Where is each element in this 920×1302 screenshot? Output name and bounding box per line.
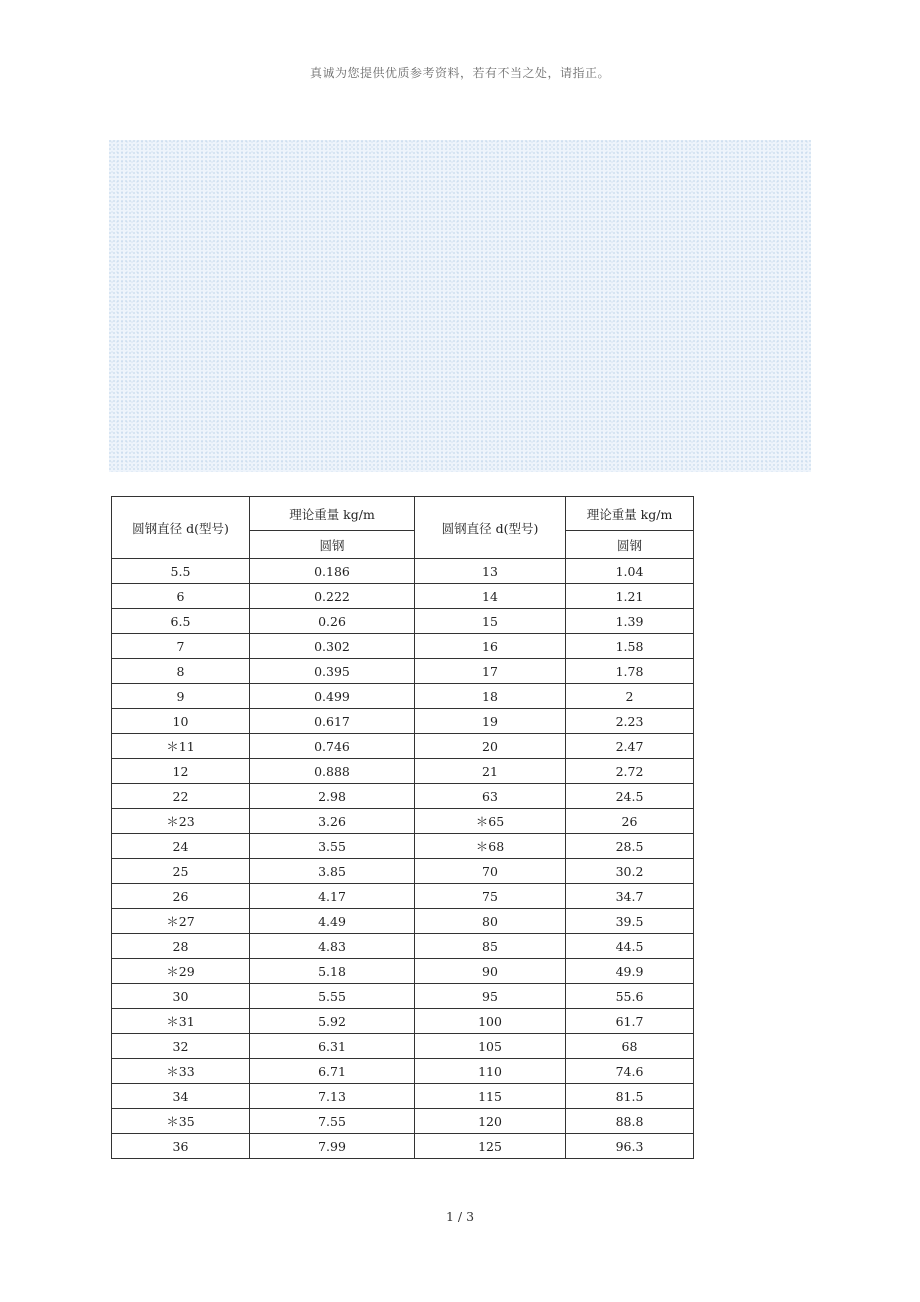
table-cell: 21 xyxy=(415,759,566,784)
table-cell: 2.23 xyxy=(566,709,694,734)
table-row xyxy=(112,709,694,734)
table-cell: 6 xyxy=(112,584,250,609)
col1-header: 圆钢直径 d(型号) xyxy=(112,497,250,559)
table-cell: 0.888 xyxy=(250,759,415,784)
table-cell: 120 xyxy=(415,1109,566,1134)
table-cell: 70 xyxy=(415,859,566,884)
table-cell: ＊31 xyxy=(112,1009,250,1034)
table-cell: 61.7 xyxy=(566,1009,694,1034)
table-cell: 115 xyxy=(415,1084,566,1109)
table-row xyxy=(112,1134,694,1159)
table-cell: 26 xyxy=(112,884,250,909)
table-cell: 0.186 xyxy=(250,559,415,584)
table-cell: 5.5 xyxy=(112,559,250,584)
table-row xyxy=(112,1059,694,1084)
table-cell: 0.746 xyxy=(250,734,415,759)
table-row xyxy=(112,1109,694,1134)
table-cell: 1.78 xyxy=(566,659,694,684)
col4-header: 理论重量 kg/m xyxy=(566,497,694,531)
table-cell: 68 xyxy=(566,1034,694,1059)
table-cell: 3.85 xyxy=(250,859,415,884)
table-cell: 4.83 xyxy=(250,934,415,959)
table-cell: 88.8 xyxy=(566,1109,694,1134)
table-cell: 36 xyxy=(112,1134,250,1159)
table-cell: 25 xyxy=(112,859,250,884)
table-cell: 0.26 xyxy=(250,609,415,634)
table-cell: 2.72 xyxy=(566,759,694,784)
table-cell: 3.55 xyxy=(250,834,415,859)
col4-subheader: 圆钢 xyxy=(566,531,694,559)
table-cell: ＊35 xyxy=(112,1109,250,1134)
table-row xyxy=(112,659,694,684)
table-cell: 30.2 xyxy=(566,859,694,884)
table-cell: 28.5 xyxy=(566,834,694,859)
table-cell: ＊23 xyxy=(112,809,250,834)
table-row xyxy=(112,784,694,809)
table-cell: 105 xyxy=(415,1034,566,1059)
table-row xyxy=(112,934,694,959)
table-cell: 85 xyxy=(415,934,566,959)
table-cell: 1.04 xyxy=(566,559,694,584)
table-cell: 10 xyxy=(112,709,250,734)
table-cell: 3.26 xyxy=(250,809,415,834)
table-header-row xyxy=(112,497,694,531)
table-row xyxy=(112,559,694,584)
table-cell: 14 xyxy=(415,584,566,609)
table-cell: 15 xyxy=(415,609,566,634)
table-cell: 1.21 xyxy=(566,584,694,609)
col3-header: 圆钢直径 d(型号) xyxy=(415,497,566,559)
table-cell: 17 xyxy=(415,659,566,684)
image-placeholder xyxy=(109,140,811,472)
table-row xyxy=(112,859,694,884)
table-cell: 13 xyxy=(415,559,566,584)
table-cell: ＊29 xyxy=(112,959,250,984)
table-cell: ＊27 xyxy=(112,909,250,934)
table-cell: 75 xyxy=(415,884,566,909)
table-row xyxy=(112,959,694,984)
table-cell: 24 xyxy=(112,834,250,859)
table-cell: 7.99 xyxy=(250,1134,415,1159)
table-row xyxy=(112,759,694,784)
table-cell: 19 xyxy=(415,709,566,734)
table-cell: 96.3 xyxy=(566,1134,694,1159)
table-cell: 55.6 xyxy=(566,984,694,1009)
table-cell: 125 xyxy=(415,1134,566,1159)
table-cell: 9 xyxy=(112,684,250,709)
table-cell: ＊68 xyxy=(415,834,566,859)
table-cell: 32 xyxy=(112,1034,250,1059)
table-cell: 4.17 xyxy=(250,884,415,909)
table-cell: 2 xyxy=(566,684,694,709)
table-row xyxy=(112,634,694,659)
table-cell: 100 xyxy=(415,1009,566,1034)
table-cell: 0.395 xyxy=(250,659,415,684)
table-cell: 110 xyxy=(415,1059,566,1084)
col2-header: 理论重量 kg/m xyxy=(250,497,415,531)
table-row xyxy=(112,1009,694,1034)
table-cell: 5.55 xyxy=(250,984,415,1009)
table-cell: 6.31 xyxy=(250,1034,415,1059)
table-cell: 22 xyxy=(112,784,250,809)
table-cell: 34.7 xyxy=(566,884,694,909)
table-cell: 18 xyxy=(415,684,566,709)
table-row xyxy=(112,834,694,859)
table-row xyxy=(112,909,694,934)
table-cell: 49.9 xyxy=(566,959,694,984)
table-cell: 1.39 xyxy=(566,609,694,634)
table-row xyxy=(112,1034,694,1059)
table-cell: 2.98 xyxy=(250,784,415,809)
table-cell: 63 xyxy=(415,784,566,809)
table-cell: ＊33 xyxy=(112,1059,250,1084)
table-cell: 7.13 xyxy=(250,1084,415,1109)
table-cell: 6.71 xyxy=(250,1059,415,1084)
table-row xyxy=(112,884,694,909)
page-number: 1 / 3 xyxy=(445,1209,475,1224)
table-cell: 2.47 xyxy=(566,734,694,759)
table-cell: ＊11 xyxy=(112,734,250,759)
header-note: 真诚为您提供优质参考资料，若有不当之处，请指正。 xyxy=(309,66,610,80)
table-cell: 20 xyxy=(415,734,566,759)
table-cell: 0.302 xyxy=(250,634,415,659)
table-row xyxy=(112,809,694,834)
table-cell: 34 xyxy=(112,1084,250,1109)
table-cell: 28 xyxy=(112,934,250,959)
table-row xyxy=(112,984,694,1009)
table-row xyxy=(112,1084,694,1109)
table-cell: 6.5 xyxy=(112,609,250,634)
table-cell: 26 xyxy=(566,809,694,834)
table-cell: 90 xyxy=(415,959,566,984)
table-cell: 7.55 xyxy=(250,1109,415,1134)
table-cell: 95 xyxy=(415,984,566,1009)
table-cell: 74.6 xyxy=(566,1059,694,1084)
table-cell: ＊65 xyxy=(415,809,566,834)
table-cell: 39.5 xyxy=(566,909,694,934)
table-cell: 81.5 xyxy=(566,1084,694,1109)
table-cell: 16 xyxy=(415,634,566,659)
table-row xyxy=(112,684,694,709)
table-cell: 0.222 xyxy=(250,584,415,609)
table-row xyxy=(112,609,694,634)
table-cell: 24.5 xyxy=(566,784,694,809)
table-row xyxy=(112,584,694,609)
table-cell: 44.5 xyxy=(566,934,694,959)
table-row xyxy=(112,734,694,759)
round-steel-weight-table xyxy=(111,496,694,1159)
table-cell: 8 xyxy=(112,659,250,684)
col2-subheader: 圆钢 xyxy=(250,531,415,559)
table-cell: 5.18 xyxy=(250,959,415,984)
table-cell: 0.499 xyxy=(250,684,415,709)
table-cell: 4.49 xyxy=(250,909,415,934)
table-cell: 30 xyxy=(112,984,250,1009)
table-cell: 1.58 xyxy=(566,634,694,659)
table-cell: 5.92 xyxy=(250,1009,415,1034)
table-cell: 80 xyxy=(415,909,566,934)
table-cell: 7 xyxy=(112,634,250,659)
table-cell: 12 xyxy=(112,759,250,784)
table-cell: 0.617 xyxy=(250,709,415,734)
